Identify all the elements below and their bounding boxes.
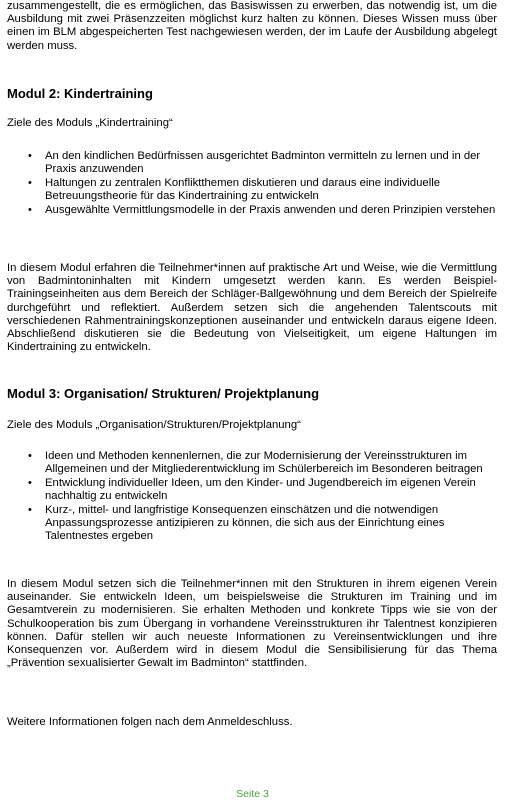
closing-note: Weitere Informationen folgen nach dem Anmeldeschluss. [7, 716, 293, 728]
page-number: Seite 3 [236, 788, 269, 800]
modul3-heading: Modul 3: Organisation/ Strukturen/ Projektplanung [7, 386, 320, 401]
bullet-icon: • [28, 203, 32, 216]
list-item: • Kurz-, mittel- und langfristige Konsequenzen einschätzen und die notwendigen Anpassungsprozesse antizipieren zu können, die sich aus der Einrichtung eines Talentnestes ergeben [28, 503, 445, 543]
modul2-heading: Modul 2: Kindertraining [7, 86, 153, 101]
bullet-icon: • [28, 450, 32, 462]
list-item: • Haltungen zu zentralen Konfliktthemen diskutieren und daraus eine individuelle Betreuungstheorie für das Kindertraining zu entwickeln [28, 176, 441, 203]
list-item: • An den kindlichen Bedürfnissen ausgerichtet Badminton vermitteln zu lernen und in der Praxis anzuwenden [28, 150, 481, 176]
list-item: • Ausgewählte Vermittlungsmodelle in der Praxis anwenden und deren Prinzipien verstehen [28, 203, 496, 216]
modul2-goals-list [0, 150, 497, 217]
modul3-goals-intro: Ziele des Moduls „Organisation/Strukturen/Projektplanung“ [7, 419, 301, 431]
bullet-icon: • [28, 476, 32, 489]
list-item: • Entwicklung individueller Ideen, um den Kinder- und Jugendbereich im eigenen Verein nachhaltig zu entwickeln [28, 476, 476, 503]
intro-paragraph: zusammengestellt, die es ermöglichen, das Basiswissen zu erwerben, das notwendig ist, um die Ausbildung mit zwei Präsenzzeiten möglichst kurz halten zu können. Dieses Wissen muss über einen im BLM abgespeicherten Test nachgewiesen werden, der im Laufe der Ausbildung abgelegt werden muss. [7, 0, 497, 52]
modul2-paragraph: In diesem Modul erfahren die Teilnehmer*innen auf praktische Art und Weise, wie die Vermittlung von Badmintoninhalten mit Kindern umgesetzt werden kann. Es werden Beispiel-Trainingseinheiten aus dem Bereich der Schläger-Ballgewöhnung und dem Bereich der Spielreife durchgeführt und reflektiert. Außerdem setzen sich die angehenden Talentscouts mit verschiedenen Rahmentrainingskonzeptionen auseinander und entwickeln daraus eigene Ideen. Abschließend diskutieren sie die Bedeutung von Vielseitigkeit, um eigene Haltungen im Kindertraining zu entwickeln. [7, 262, 497, 354]
list-item: • Ideen und Methoden kennenlernen, die zur Modernisierung der Vereinsstrukturen im Allgemeinen und der Mitgliederentwicklung im Schülerbereich im Besonderen beitragen [28, 450, 483, 476]
modul3-paragraph: In diesem Modul setzen sich die Teilnehmer*innen mit den Strukturen in ihrem eigenen Verein auseinander. Sie entwickeln Ideen, um beispielsweise die Strukturen im Training und im Gesamtverein zu modernisieren. Sie erhalten Methoden und konkrete Tipps wie sie von der Schulkooperation bis zum Übergang in vorhandene Vereinsstrukturen ihr Talentnest konzipieren können. Dafür stellen wir auch neueste Informationen zu Vereinsentwicklungen und ihre Konsequenzen vor. Außerdem wird in diesem Modul die Sensibilisierung für das Thema „Prävention sexualisierter Gewalt im Badminton“ stattfinden. [7, 578, 497, 670]
modul2-goals-intro: Ziele des Moduls „Kindertraining“ [7, 117, 173, 129]
bullet-icon: • [28, 176, 32, 189]
bullet-icon: • [28, 150, 32, 162]
modul3-goals-list [0, 450, 497, 544]
bullet-icon: • [28, 503, 32, 516]
